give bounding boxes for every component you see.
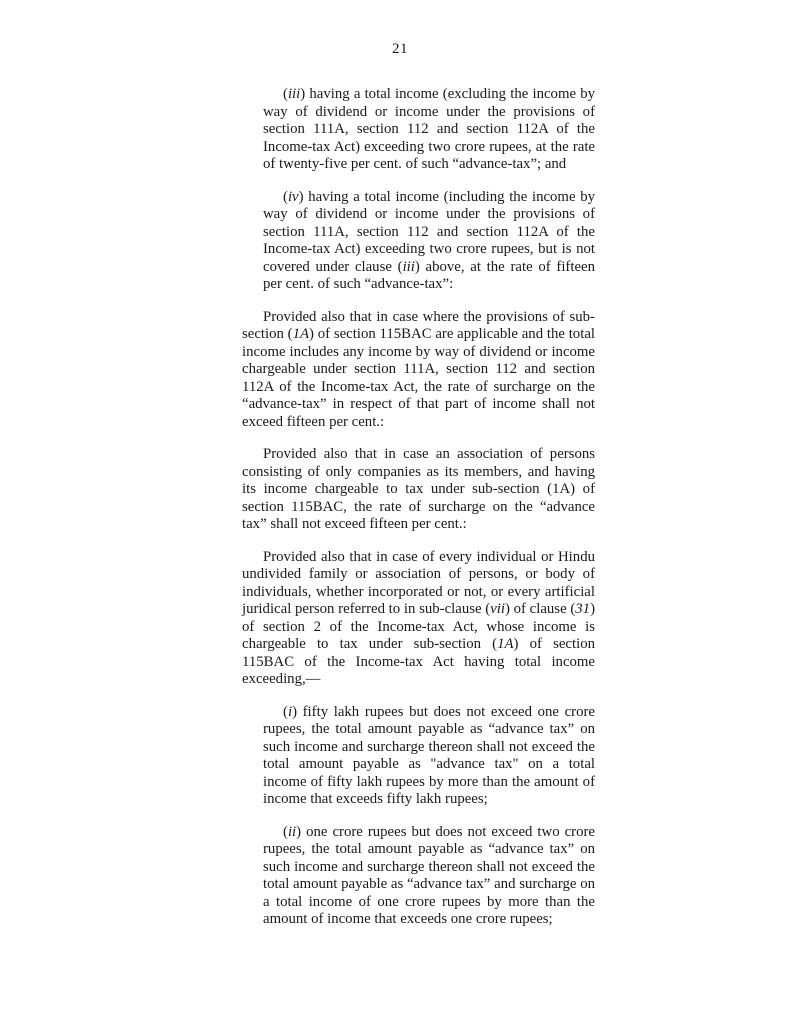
paragraph-proviso-individual-huf: Provided also that in case of every individual or Hindu undivided family or association of persons, or body of individuals, whether incorporated or not, or every artificial juridical person referred to in sub-clause (vii) of clause (31) of section 2 of the Income-tax Act, whose income is chargeable to tax under sub-section (1A) of section 115BAC of the Income-tax Act having total income exceeding,— (242, 548, 595, 687)
page-number: 21 (392, 41, 408, 57)
paragraph-proviso-115bac-dividend: Provided also that in case where the provisions of sub-section (1A) of section 115BAC are applicable and the total income includes any income by way of dividend or income chargeable under section 111A, section 112 and section 112A of the Income-tax Act, the rate of surcharge on the “advance-tax” in respect of that part of income shall not exceed fifteen per cent.: (242, 308, 595, 430)
paragraph-clause-ii: (ii) one crore rupees but does not exceed two crore rupees, the total amount payable as “advance tax” on such income and surcharge thereon shall not exceed the total amount payable as “advance tax” and surcharge on a total income of one crore rupees by more than the amount of income that exceeds one crore rupees; (263, 823, 595, 927)
paragraph-proviso-association-of-persons: Provided also that in case an association of persons consisting of only companies as its members, and having its income chargeable to tax under sub-section (1A) of section 115BAC, the rate of surcharge on the “advance tax” shall not exceed fifteen per cent.: (242, 446, 595, 532)
paragraph-clause-i: (i) fifty lakh rupees but does not exceed one crore rupees, the total amount payable as “advance tax” on such income and surcharge thereon shall not exceed the total amount payable as "advance tax" on a total income of fifty lakh rupees by more than the amount of income that exceeds fifty lakh rupees; (263, 703, 595, 807)
paragraph-clause-iii: (iii) having a total income (excluding the income by way of dividend or income under the provisions of section 111A, section 112 and section 112A of the Income-tax Act) exceeding two crore rupees, at the rate of twenty-five per cent. of such “advance-tax”; and (263, 86, 595, 172)
document-body (242, 86, 595, 944)
paragraph-clause-iv: (iv) having a total income (including the income by way of dividend or income under the provisions of section 111A, section 112 and section 112A of the Income-tax Act) exceeding two crore rupees, but is not covered under clause (iii) above, at the rate of fifteen per cent. of such “advance-tax”: (263, 188, 595, 292)
